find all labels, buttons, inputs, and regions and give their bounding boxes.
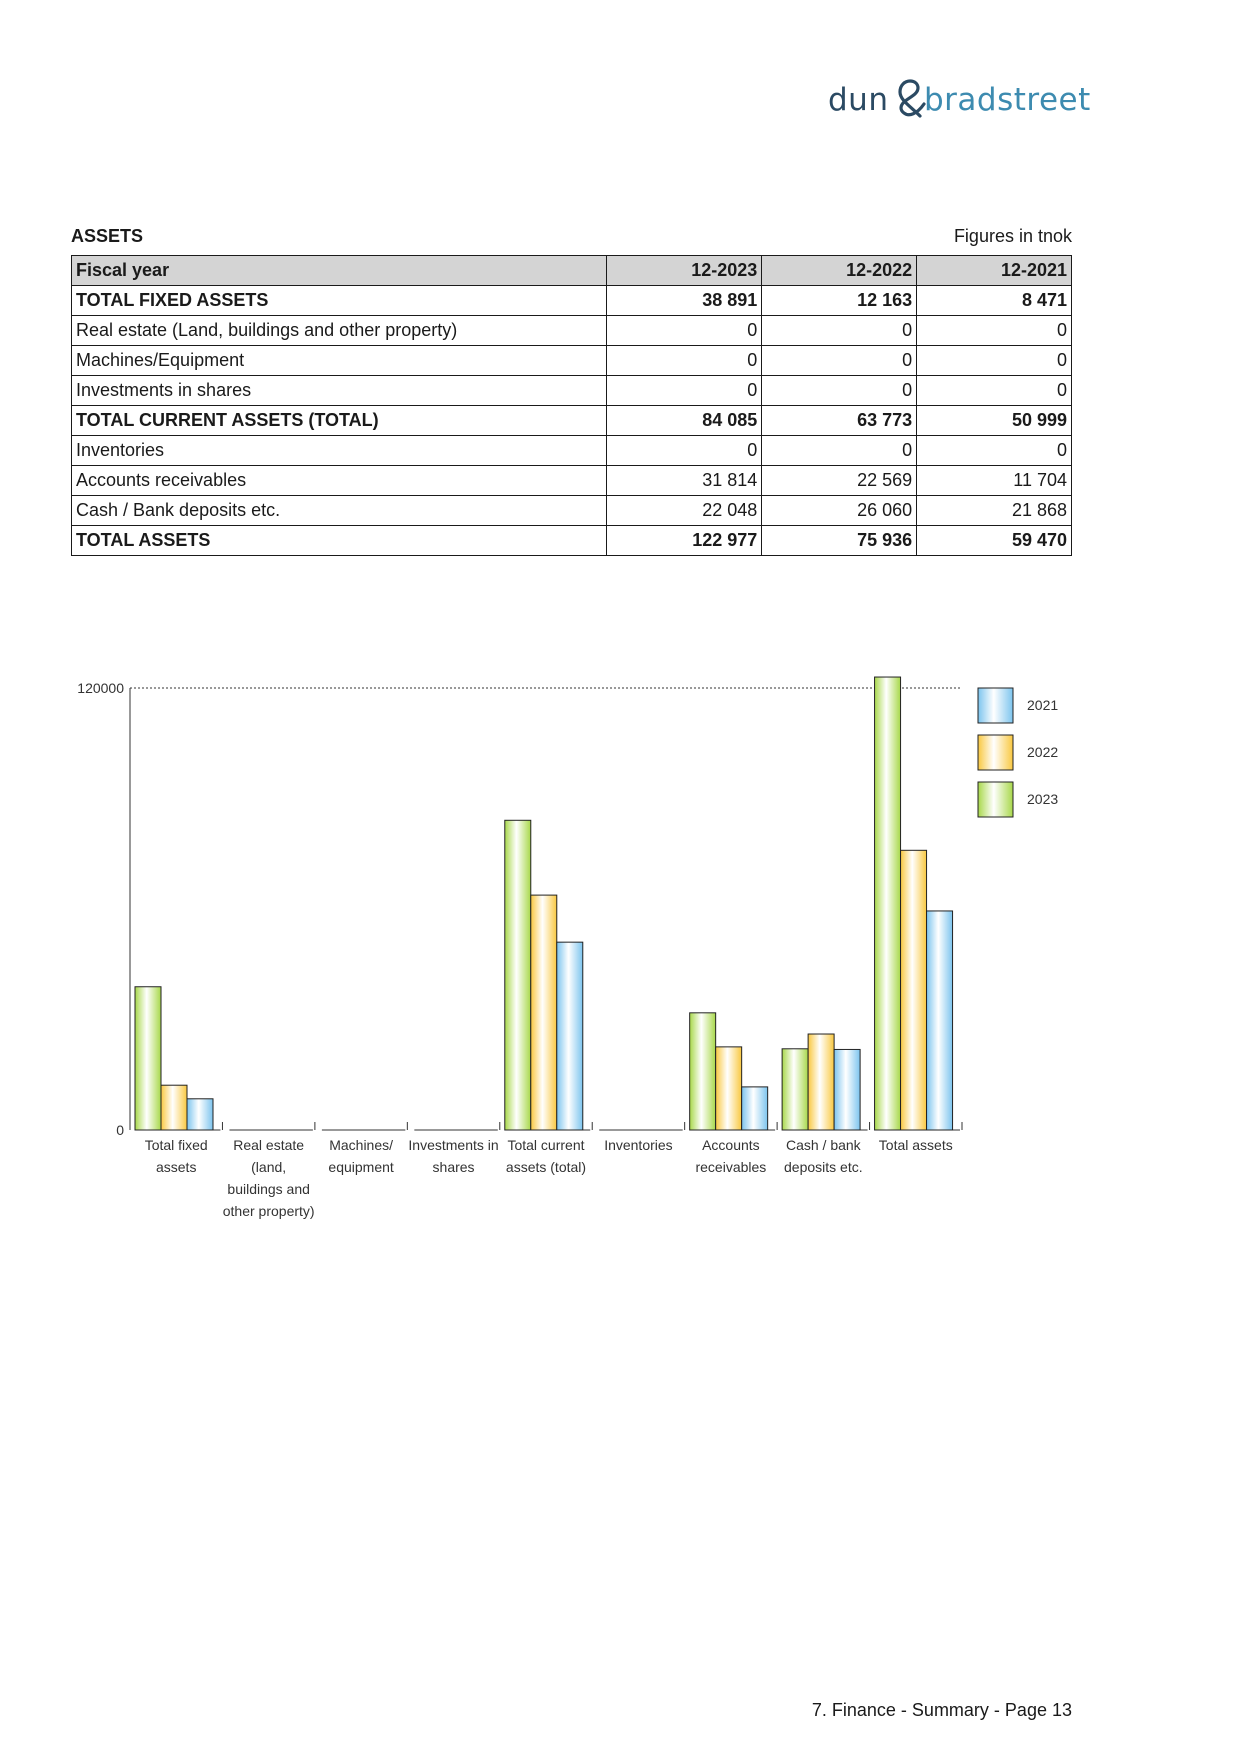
value-2022: 22 569 (762, 466, 917, 496)
value-2022: 12 163 (762, 286, 917, 316)
assets-bar-chart (0, 660, 1241, 1260)
x-category-label: Real estate (land, buildings and other property) (222, 1137, 315, 1219)
figures-unit-note: Figures in tnok (953, 226, 1072, 246)
row-label: Machines/Equipment (72, 346, 607, 376)
x-category-label: Total assets (878, 1137, 953, 1153)
value-2022: 0 (762, 346, 917, 376)
legend-swatch-2023 (978, 782, 1013, 817)
value-2023: 0 (607, 346, 762, 376)
row-label: TOTAL CURRENT ASSETS (TOTAL) (72, 406, 607, 436)
header-2022: 12-2022 (762, 256, 917, 286)
table-row (72, 346, 1072, 376)
header-2023: 12-2023 (607, 256, 762, 286)
logo-text-bradstreet: bradstreet (924, 82, 1091, 118)
bar-2023 (135, 987, 161, 1130)
row-label: TOTAL FIXED ASSETS (72, 286, 607, 316)
legend-swatch-2022 (978, 735, 1013, 770)
bar-2021 (187, 1099, 213, 1130)
bar-2023 (782, 1049, 808, 1130)
value-2021: 59 470 (917, 526, 1072, 556)
logo-text-dun: dun (828, 82, 889, 118)
value-2021: 0 (917, 316, 1072, 346)
table-row (72, 316, 1072, 346)
value-2021: 11 704 (917, 466, 1072, 496)
header-fiscal-year: Fiscal year (72, 256, 607, 286)
x-category-label: Cash / bank deposits etc. (784, 1137, 863, 1175)
value-2023: 0 (607, 376, 762, 406)
bar-2023 (690, 1013, 716, 1130)
bar-2021 (927, 911, 953, 1130)
dun-bradstreet-logo (828, 78, 1091, 126)
assets-table (71, 255, 1072, 556)
x-category-label: Machines/ equipment (328, 1137, 394, 1175)
value-2023: 0 (607, 436, 762, 466)
section-title: ASSETS (71, 226, 144, 246)
value-2021: 50 999 (917, 406, 1072, 436)
legend-label-2021: 2021 (1027, 697, 1059, 713)
value-2021: 8 471 (917, 286, 1072, 316)
bar-2022 (901, 850, 927, 1130)
value-2022: 26 060 (762, 496, 917, 526)
value-2021: 0 (917, 346, 1072, 376)
row-label: Cash / Bank deposits etc. (72, 496, 607, 526)
value-2021: 0 (917, 376, 1072, 406)
x-category-label: Total current assets (total) (505, 1137, 587, 1175)
value-2022: 63 773 (762, 406, 917, 436)
x-category-label: Inventories (604, 1137, 673, 1153)
header-2021: 12-2021 (917, 256, 1072, 286)
row-label: Inventories (72, 436, 607, 466)
table-row (72, 526, 1072, 556)
value-2022: 0 (762, 436, 917, 466)
value-2021: 21 868 (917, 496, 1072, 526)
value-2022: 0 (762, 316, 917, 346)
page-footer: 7. Finance - Summary - Page 13 (811, 1700, 1072, 1720)
y-tick-label: 120000 (77, 680, 124, 696)
row-label: Real estate (Land, buildings and other property) (72, 316, 607, 346)
y-tick-label: 0 (116, 1122, 124, 1138)
x-category-label: Accounts receivables (695, 1137, 767, 1175)
bar-2023 (505, 820, 531, 1130)
bar-2022 (161, 1085, 187, 1130)
table-header-row (72, 256, 1072, 286)
legend-swatch-2021 (978, 688, 1013, 723)
bar-2022 (716, 1047, 742, 1130)
value-2022: 0 (762, 376, 917, 406)
table-row (72, 406, 1072, 436)
value-2021: 0 (917, 436, 1072, 466)
value-2023: 31 814 (607, 466, 762, 496)
value-2023: 0 (607, 316, 762, 346)
table-row (72, 496, 1072, 526)
x-category-label: Investments in shares (408, 1137, 499, 1175)
table-row (72, 466, 1072, 496)
table-row (72, 286, 1072, 316)
legend-label-2023: 2023 (1027, 791, 1059, 807)
bar-2023 (875, 677, 901, 1130)
table-row (72, 376, 1072, 406)
row-label: TOTAL ASSETS (72, 526, 607, 556)
table-row (72, 436, 1072, 466)
row-label: Accounts receivables (72, 466, 607, 496)
value-2023: 84 085 (607, 406, 762, 436)
bar-2021 (742, 1087, 768, 1130)
bar-2022 (531, 895, 557, 1130)
row-label: Investments in shares (72, 376, 607, 406)
x-category-label: Total fixed assets (144, 1137, 208, 1175)
bar-2022 (808, 1034, 834, 1130)
bar-2021 (834, 1049, 860, 1130)
bar-2021 (557, 942, 583, 1130)
value-2023: 22 048 (607, 496, 762, 526)
value-2023: 122 977 (607, 526, 762, 556)
value-2022: 75 936 (762, 526, 917, 556)
legend-label-2022: 2022 (1027, 744, 1059, 760)
value-2023: 38 891 (607, 286, 762, 316)
